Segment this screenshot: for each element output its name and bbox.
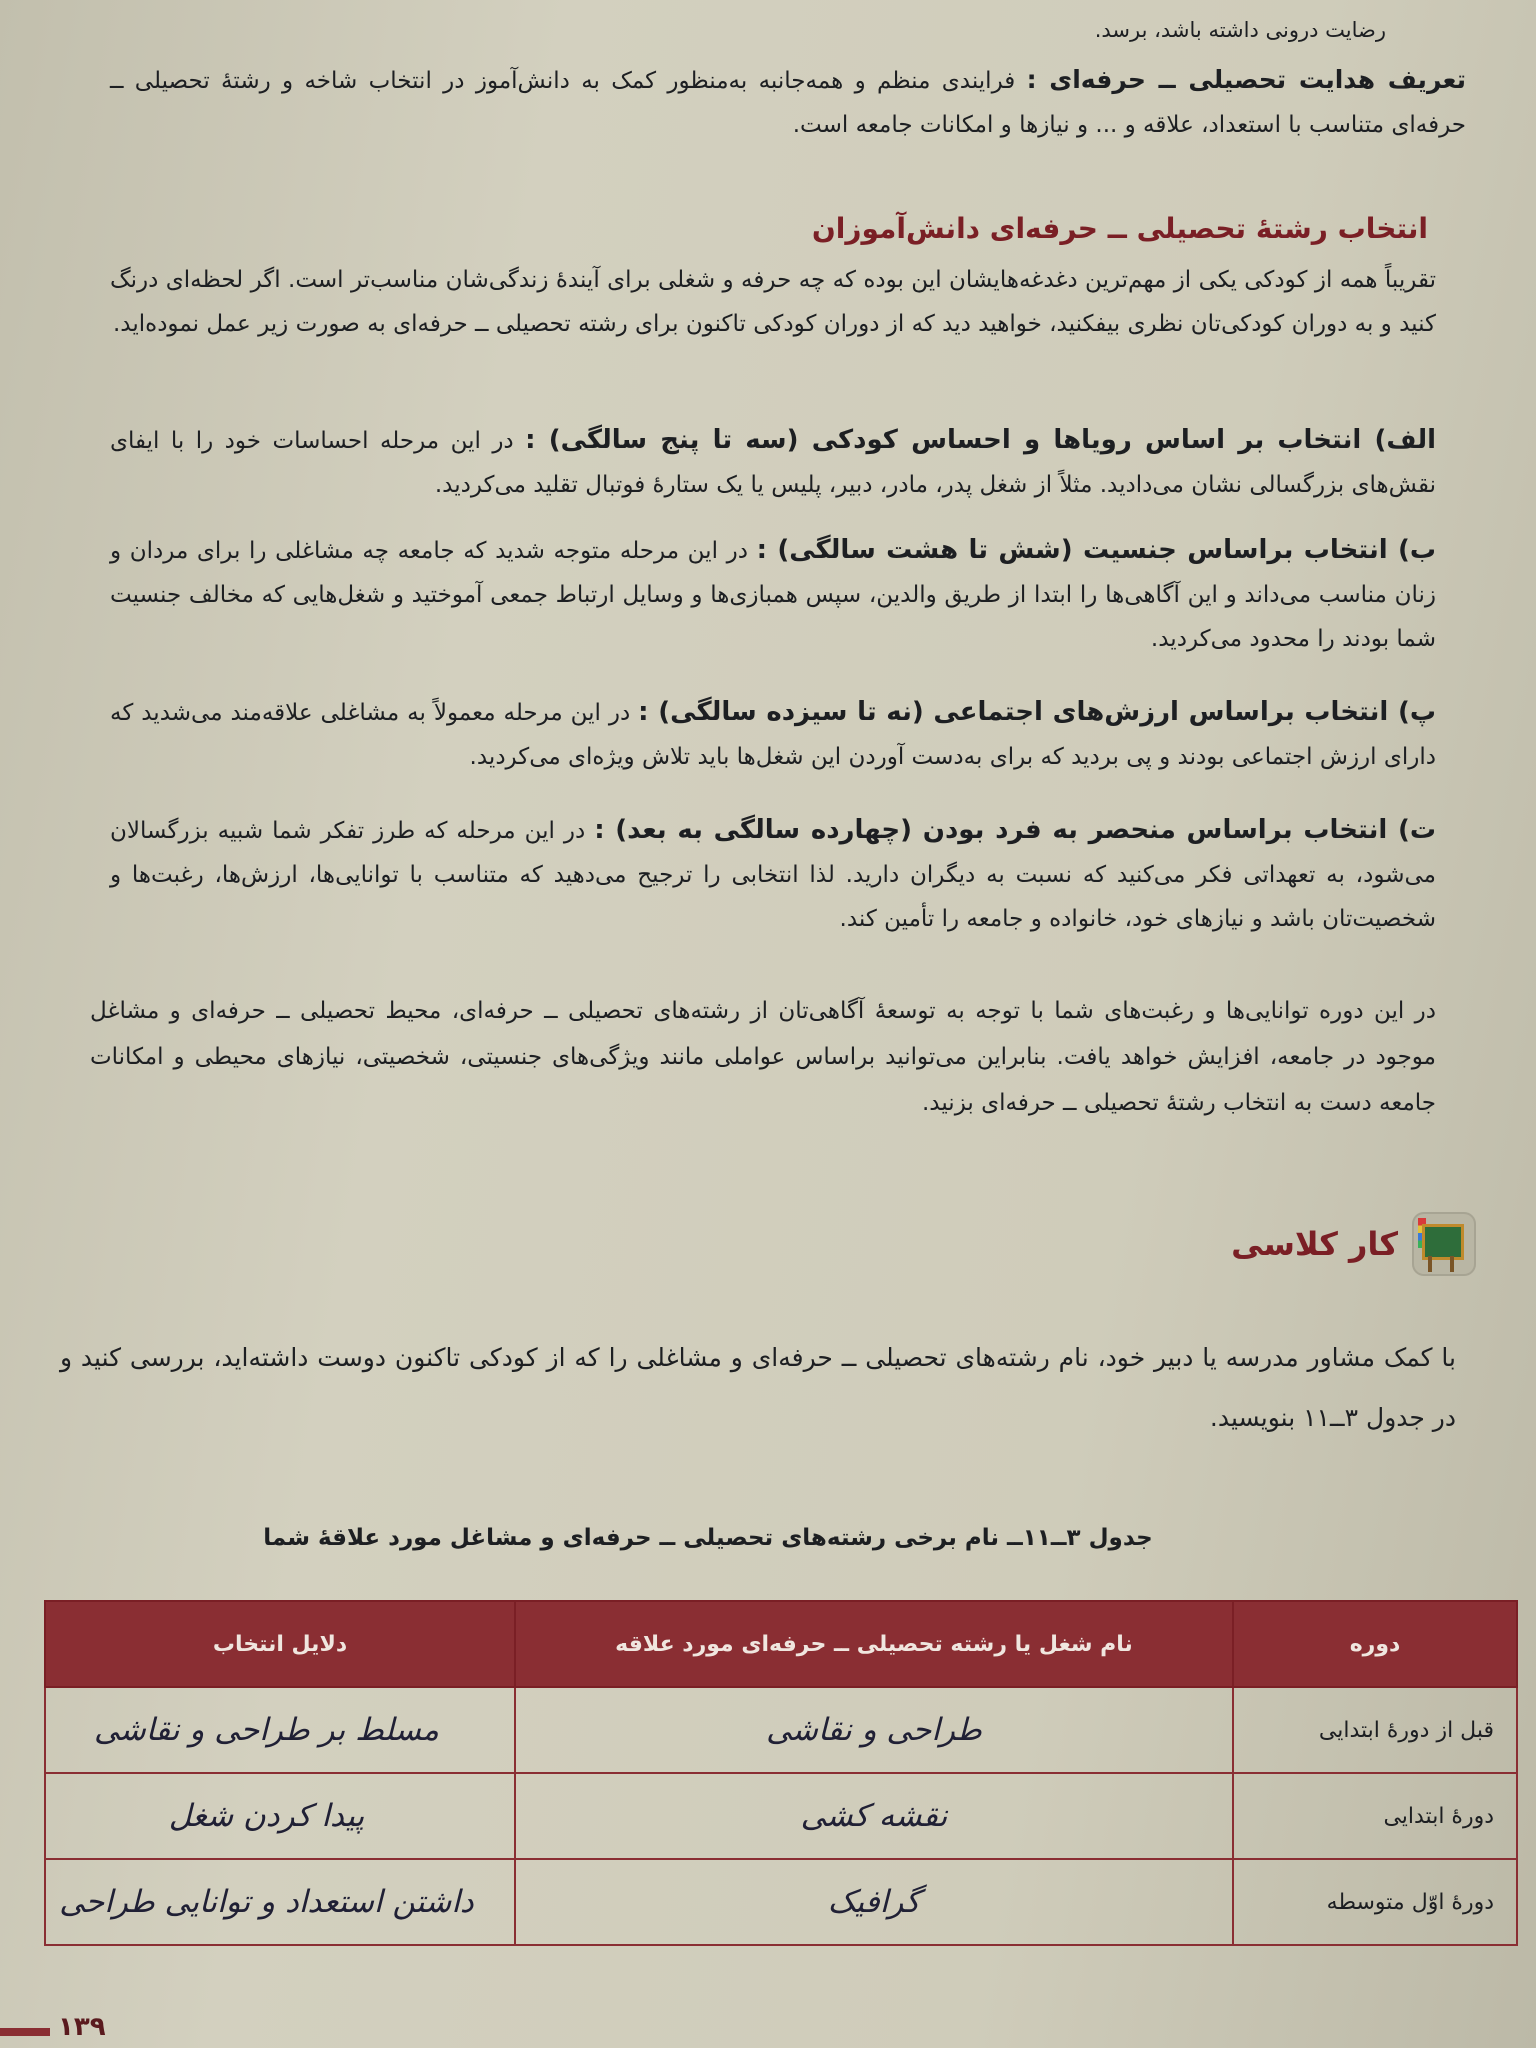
- stage-t: [110, 808, 1436, 941]
- classwork-heading: [1231, 1212, 1476, 1276]
- conclusion-paragraph: در این دوره توانایی‌ها و رغبت‌های شما با توجه به توسعهٔ آگاهی‌تان از رشته‌های تحصیلی ــ حرفه‌ای، محیط تحصیلی ــ حرفه‌ای و مشاغل موجود در جامعه، افزایش خواهد یافت. بنابراین می‌توانید براساس عواملی مانند ویژگی‌های جنسیتی، شخصیتی، نیازهای محیطی و امکانات جامعه دست به انتخاب رشتهٔ تحصیلی ــ حرفه‌ای بزنید.: [90, 998, 1436, 1116]
- stage-b-text: در این مرحله متوجه شدید که جامعه چه مشاغلی را برای مردان و زنان مناسب می‌داند و این آگاهی‌ها را ابتدا از طریق والدین، سپس همبازی‌ها و وسایل ارتباط جمعی آموختید و شغل‌هایی که مخالف جنسیت شما بودند را محدود می‌کردید.: [110, 538, 1436, 652]
- field-cell[interactable]: [515, 1687, 1233, 1773]
- header-reason: دلایل انتخاب: [45, 1601, 515, 1687]
- handwritten-field: نقشه کشی: [800, 1798, 948, 1834]
- stage-p-text: در این مرحله معمولاً به مشاغلی علاقه‌مند می‌شدید که دارای ارزش اجتماعی بودند و پی بردید که برای به‌دست آوردن این شغل‌ها باید تلاش ویژه‌ای می‌کردید.: [110, 700, 1436, 770]
- reason-cell[interactable]: [45, 1859, 515, 1945]
- table-header-row: [45, 1601, 1517, 1687]
- stage-t-text: در این مرحله که طرز تفکر شما شبیه بزرگسالان می‌شود، به تعهداتی فکر می‌کنید که نسبت به دیگران دارید. لذا انتخابی را ترجیح می‌دهید که متناسب با توانایی‌ها، ارزش‌ها، رغبت‌ها و شخصیت‌تان باشد و نیازهای خود، خانواده و جامعه را تأمین کند.: [110, 818, 1436, 932]
- field-cell[interactable]: [515, 1859, 1233, 1945]
- interests-table: [44, 1600, 1518, 1946]
- definition-body: فرایندی منظم و همه‌جانبه به‌منظور کمک به دانش‌آموز در انتخاب شاخه و رشتهٔ تحصیلی ــ حرفه‌ای متناسب با استعداد، علاقه و ... و نیازها و امکانات جامعه است.: [110, 68, 1466, 138]
- page-number: ۱۳۹: [58, 2012, 106, 2042]
- table-row: [45, 1859, 1517, 1945]
- period-cell: دورهٔ ابتدایی: [1233, 1773, 1517, 1859]
- header-period: دوره: [1233, 1601, 1517, 1687]
- field-cell[interactable]: [515, 1773, 1233, 1859]
- stage-a: [110, 418, 1436, 507]
- handwritten-field: گرافیک: [827, 1884, 921, 1920]
- intro-paragraph: تقریباً همه از کودکی یکی از مهم‌ترین دغدغه‌هایشان این بوده که چه حرفه و شغلی برای آیندهٔ زندگی‌شان مناسب‌تر است. اگر لحظه‌ای درنگ کنید و به دوران کودکی‌تان نظری بیفکنید، خواهید دید که از دوران کودکی تاکنون برای رشته تحصیلی ــ حرفه‌ای به صورت زیر عمل نموده‌اید.: [110, 267, 1436, 337]
- stage-a-text: در این مرحله احساسات خود را با ایفای نقش‌های بزرگسالی نشان می‌دادید. مثلاً از شغل پدر، مادر، دبیر، پلیس یا یک ستارهٔ فوتبال تقلید می‌کردید.: [110, 428, 1436, 498]
- stage-a-heading: الف) انتخاب بر اساس رویاها و احساس کودکی (سه تا پنج سالگی) :: [525, 425, 1437, 455]
- table-row: [45, 1687, 1517, 1773]
- definition-paragraph: [110, 58, 1466, 147]
- reason-cell[interactable]: [45, 1773, 515, 1859]
- stage-b-heading: ب) انتخاب براساس جنسیت (شش تا هشت سالگی) :: [756, 535, 1437, 565]
- definition-term: تعریف هدایت تحصیلی ــ حرفه‌ای :: [1026, 65, 1466, 94]
- blackboard-icon: [1412, 1212, 1476, 1276]
- handwritten-reason: پیدا کردن شغل: [168, 1798, 365, 1834]
- stage-p-heading: پ) انتخاب براساس ارزش‌های اجتماعی (نه تا سیزده سالگی) :: [638, 697, 1437, 727]
- period-cell: قبل از دورهٔ ابتدایی: [1233, 1687, 1517, 1773]
- stage-t-heading: ت) انتخاب براساس منحصر به فرد بودن (چهارده سالگی به بعد) :: [594, 815, 1436, 845]
- section-title: انتخاب رشتهٔ تحصیلی ــ حرفه‌ای دانش‌آموزان: [811, 212, 1428, 245]
- handwritten-field: طراحی و نقاشی: [766, 1712, 982, 1748]
- period-cell: دورهٔ اوّل متوسطه: [1233, 1859, 1517, 1945]
- table-row: [45, 1773, 1517, 1859]
- handwritten-reason: داشتن استعداد و توانایی طراحی: [59, 1884, 474, 1920]
- classwork-title: کار کلاسی: [1231, 1225, 1398, 1263]
- top-line-text: رضایت درونی داشته باشد، برسد.: [1094, 18, 1386, 42]
- reason-cell[interactable]: [45, 1687, 515, 1773]
- stage-b: [110, 528, 1436, 661]
- header-field: نام شغل یا رشته تحصیلی ــ حرفه‌ای مورد علاقه: [515, 1601, 1233, 1687]
- handwritten-reason: مسلط بر طراحی و نقاشی: [93, 1712, 440, 1748]
- stage-p: [110, 690, 1436, 779]
- classwork-instructions: با کمک مشاور مدرسه یا دبیر خود، نام رشته‌های تحصیلی ــ حرفه‌ای و مشاغلی را که از کودکی تاکنون دوست داشته‌اید، بررسی کنید و در جدول ۳ــ۱۱ بنویسید.: [60, 1343, 1456, 1432]
- page-number-bar: [0, 2028, 50, 2036]
- table-caption: جدول ۳ــ۱۱ــ نام برخی رشته‌های تحصیلی ــ حرفه‌ای و مشاغل مورد علاقهٔ شما: [263, 1525, 1153, 1551]
